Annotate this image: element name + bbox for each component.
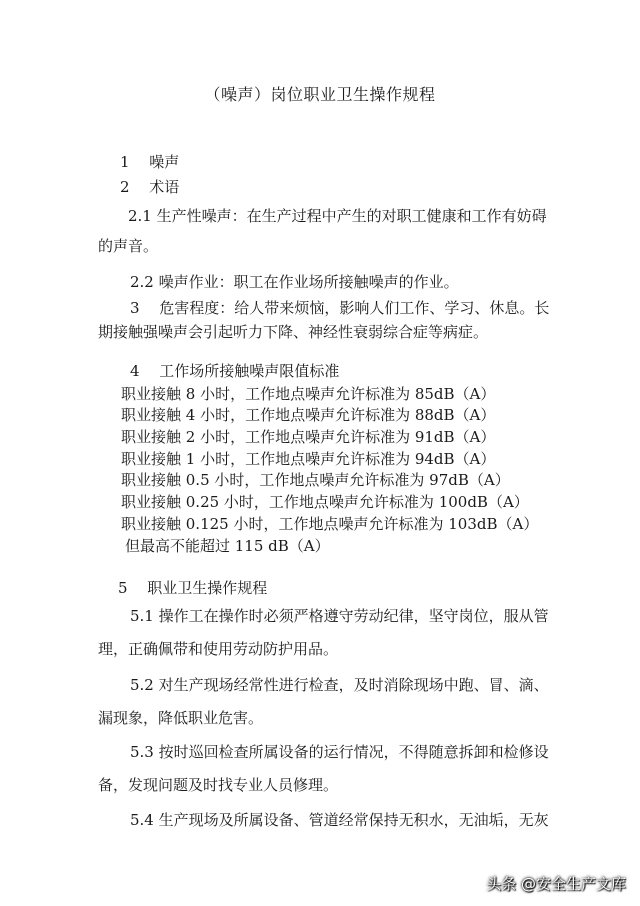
limit-line-2h: 职业接触 2 小时，工作地点噪声允许标准为 91dB（A） xyxy=(121,428,496,446)
paragraph-2-2: 2.2 噪声作业：职工在作业场所接触噪声的作业。 xyxy=(130,273,459,291)
paragraph-2-1-line-2: 的声音。 xyxy=(98,237,159,255)
paragraph-5-1-line-2: 理，正确佩带和使用劳动防护用品。 xyxy=(98,640,339,658)
paragraph-5-4-line-1: 5.4 生产现场及所属设备、管道经常保持无积水，无油垢，无灰 xyxy=(130,811,549,829)
limit-line-8h: 职业接触 8 小时，工作地点噪声允许标准为 85dB（A） xyxy=(121,385,496,403)
paragraph-5-1-line-1: 5.1 操作工在操作时必须严格遵守劳动纪律，坚守岗位，服从管 xyxy=(130,607,549,625)
paragraph-5-3-line-1: 5.3 按时巡回检查所属设备的运行情况，不得随意拆卸和检修设 xyxy=(130,743,549,761)
paragraph-5-3-line-2: 备，发现问题及时找专业人员修理。 xyxy=(98,776,339,794)
paragraph-3-line-2: 期接触强噪声会引起听力下降、神经性衰弱综合症等病症。 xyxy=(98,323,489,341)
heading-4-limits: 4 工作场所接触噪声限值标准 xyxy=(130,362,340,380)
paragraph-2-1-line-1: 2.1 生产性噪声：在生产过程中产生的对职工健康和工作有妨碍 xyxy=(128,207,547,225)
paragraph-5-2-line-2: 漏现象，降低职业危害。 xyxy=(98,709,264,727)
limit-line-0-5h: 职业接触 0.5 小时，工作地点噪声允许标准为 97dB（A） xyxy=(121,471,510,489)
heading-2-terms: 2 术语 xyxy=(120,178,180,196)
watermark-label: 头条 @安全生产文库 xyxy=(486,875,626,893)
paragraph-5-2-line-1: 5.2 对生产现场经常性进行检查，及时消除现场中跑、冒、滴、 xyxy=(130,676,549,694)
limit-line-4h: 职业接触 4 小时，工作地点噪声允许标准为 88dB（A） xyxy=(121,406,496,424)
document-title: （噪声）岗位职业卫生操作规程 xyxy=(204,85,436,104)
limit-line-1h: 职业接触 1 小时，工作地点噪声允许标准为 94dB（A） xyxy=(121,450,496,468)
limit-max-line: 但最高不能超过 115 dB（A） xyxy=(125,537,330,555)
heading-1-noise: 1 噪声 xyxy=(120,153,180,171)
limit-line-0-25h: 职业接触 0.25 小时，工作地点噪声允许标准为 100dB（A） xyxy=(121,493,529,511)
paragraph-3-line-1: 3 危害程度：给人带来烦恼，影响人们工作、学习、休息。长 xyxy=(130,299,550,317)
limit-line-0-125h: 职业接触 0.125 小时，工作地点噪声允许标准为 103dB（A） xyxy=(121,515,539,533)
heading-5-procedures: 5 职业卫生操作规程 xyxy=(118,579,268,597)
